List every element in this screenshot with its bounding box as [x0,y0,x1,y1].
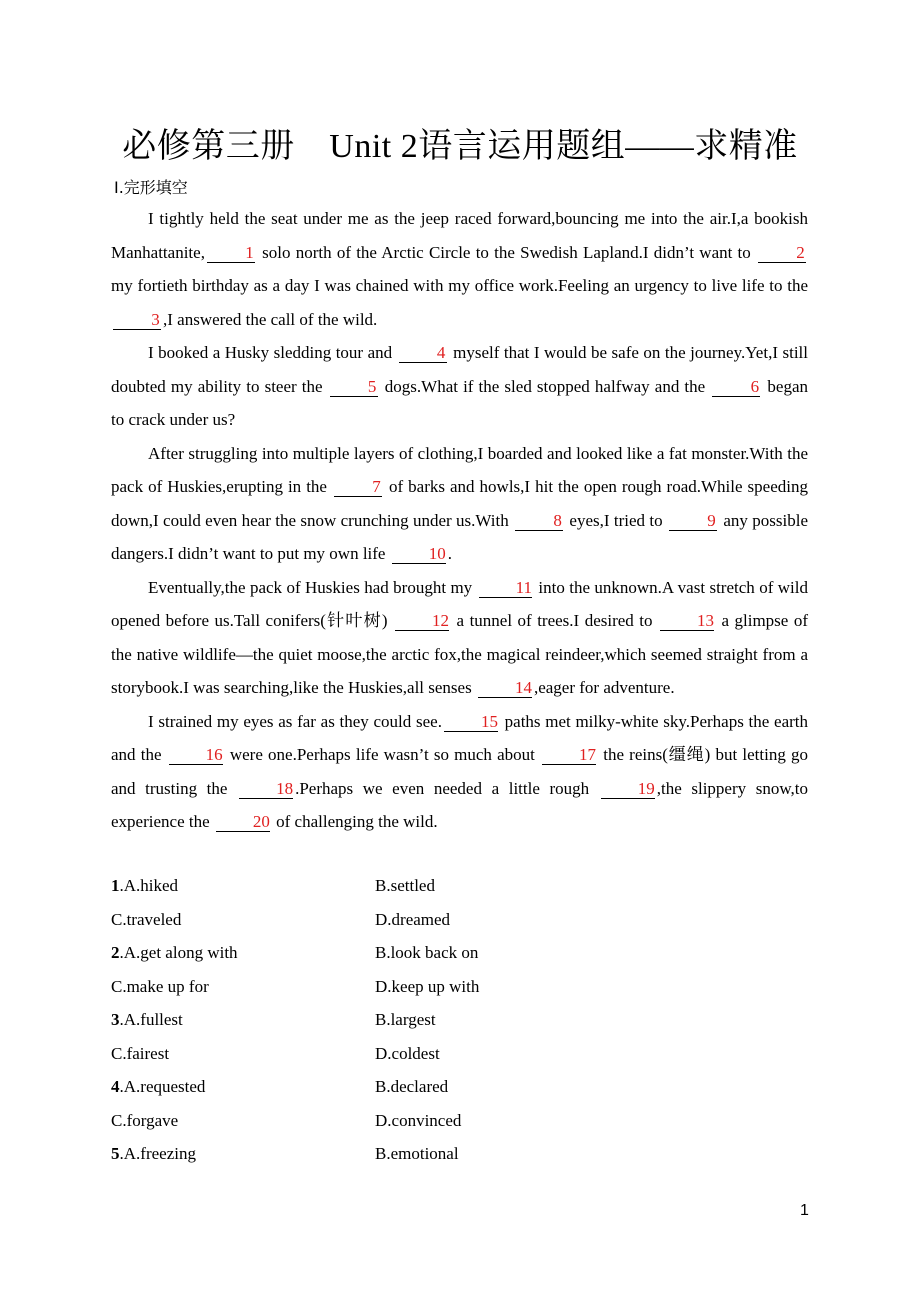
blank-17: 17 [542,746,596,765]
option-d: D.coldest [375,1043,440,1063]
question-row [111,1037,808,1071]
option-b: B.settled [375,876,435,895]
blank-2: 2 [758,244,806,263]
option-a: .A.get along with [119,943,238,962]
option-c: C.fairest [111,1043,170,1063]
question-row [111,1104,808,1138]
option-d: D.keep up with [375,976,480,996]
option-c: C.forgave [111,1110,179,1130]
question-row [111,903,808,937]
passage-paragraph: After struggling into multiple layers of clothing,I boarded and looked like a fat monster.With the pack of Huskies,erupting in the 7 of barks and howls,I hit the open rough road.While speeding down,I could even hear the snow crunching under us.With 8 eyes,I tried to 9 any possible dangers.I didn’t want to put my own life 10 . [111,443,808,563]
blank-11: 11 [479,579,532,598]
page-number: 1 [800,1202,809,1219]
blank-7: 7 [334,478,382,497]
question-row [111,970,808,1004]
option-c: C.traveled [111,909,182,929]
blank-16: 16 [169,746,223,765]
answer-options [111,869,808,1171]
option-a: .A.requested [119,1077,206,1096]
option-a: .A.fullest [119,1010,183,1029]
option-b: B.largest [375,1010,436,1029]
question-number: 3 [111,1010,120,1029]
blank-14: 14 [478,679,532,698]
blank-8: 8 [515,512,563,531]
passage-paragraph: I tightly held the seat under me as the jeep raced forward,bouncing me into the air.I,a bookish Manhattanite, 1 solo north of the Arctic Circle to the Swedish Lapland.I didn’t want to 2 my fortieth birthday as a day I was chained with my office work.Feeling an urgency to live life to the 3 ,I answered the call of the wild. [111,209,808,329]
option-a: .A.freezing [119,1144,196,1163]
blank-19: 19 [601,780,655,799]
blank-15: 15 [444,713,498,732]
question-number: 1 [111,876,120,895]
question-row [111,1003,808,1037]
passage-paragraph: I strained my eyes as far as they could see. 15 paths met milky-white sky.Perhaps the earth and the 16 were one.Perhaps life wasn’t so much about 17 the reins(缰绳) but letting go and trusting the 18 .Perhaps we even needed a little rough 19 ,the slippery snow,to experience the 20 of challenging the wild. [111,711,808,831]
blank-4: 4 [399,344,447,363]
blank-3: 3 [113,311,161,330]
passage-paragraph: Eventually,the pack of Huskies had brought my 11 into the unknown.A vast stretch of wild opened before us.Tall conifers(针叶树) 12 a tunnel of trees.I desired to 13 a glimpse of the native wildlife—the quiet moose,the arctic fox,the magical reindeer,which seemed straight from a storybook.I was searching,like the Huskies,all senses 14 ,eager for adventure. [111,577,808,697]
option-d: D.dreamed [375,909,451,929]
blank-20: 20 [216,813,270,832]
question-row [111,869,808,903]
option-c: C.make up for [111,976,209,996]
passage-paragraph: I booked a Husky sledding tour and 4 myself that I would be safe on the journey.Yet,I still doubted my ability to steer the 5 dogs.What if the sled stopped halfway and the 6 began to crack under us? [111,343,809,429]
cloze-passage [111,202,808,839]
option-a: .A.hiked [119,876,179,895]
blank-6: 6 [712,378,760,397]
option-b: B.declared [375,1077,449,1096]
question-number: 2 [111,943,120,962]
blank-12: 12 [395,612,449,631]
question-row [111,1137,808,1171]
question-number: 5 [111,1144,120,1163]
blank-18: 18 [239,780,293,799]
blank-10: 10 [392,545,446,564]
blank-9: 9 [669,512,717,531]
option-b: B.look back on [375,943,479,962]
section-heading: Ⅰ.完形填空 [114,178,188,197]
option-b: B.emotional [375,1144,459,1163]
question-row [111,936,808,970]
page-title: 必修第三册 Unit 2语言运用题组——求精准 [122,128,798,165]
blank-1: 1 [207,244,255,263]
blank-5: 5 [330,378,378,397]
option-d: D.convinced [375,1110,462,1130]
blank-13: 13 [660,612,714,631]
question-number: 4 [111,1077,120,1096]
question-row [111,1070,808,1104]
